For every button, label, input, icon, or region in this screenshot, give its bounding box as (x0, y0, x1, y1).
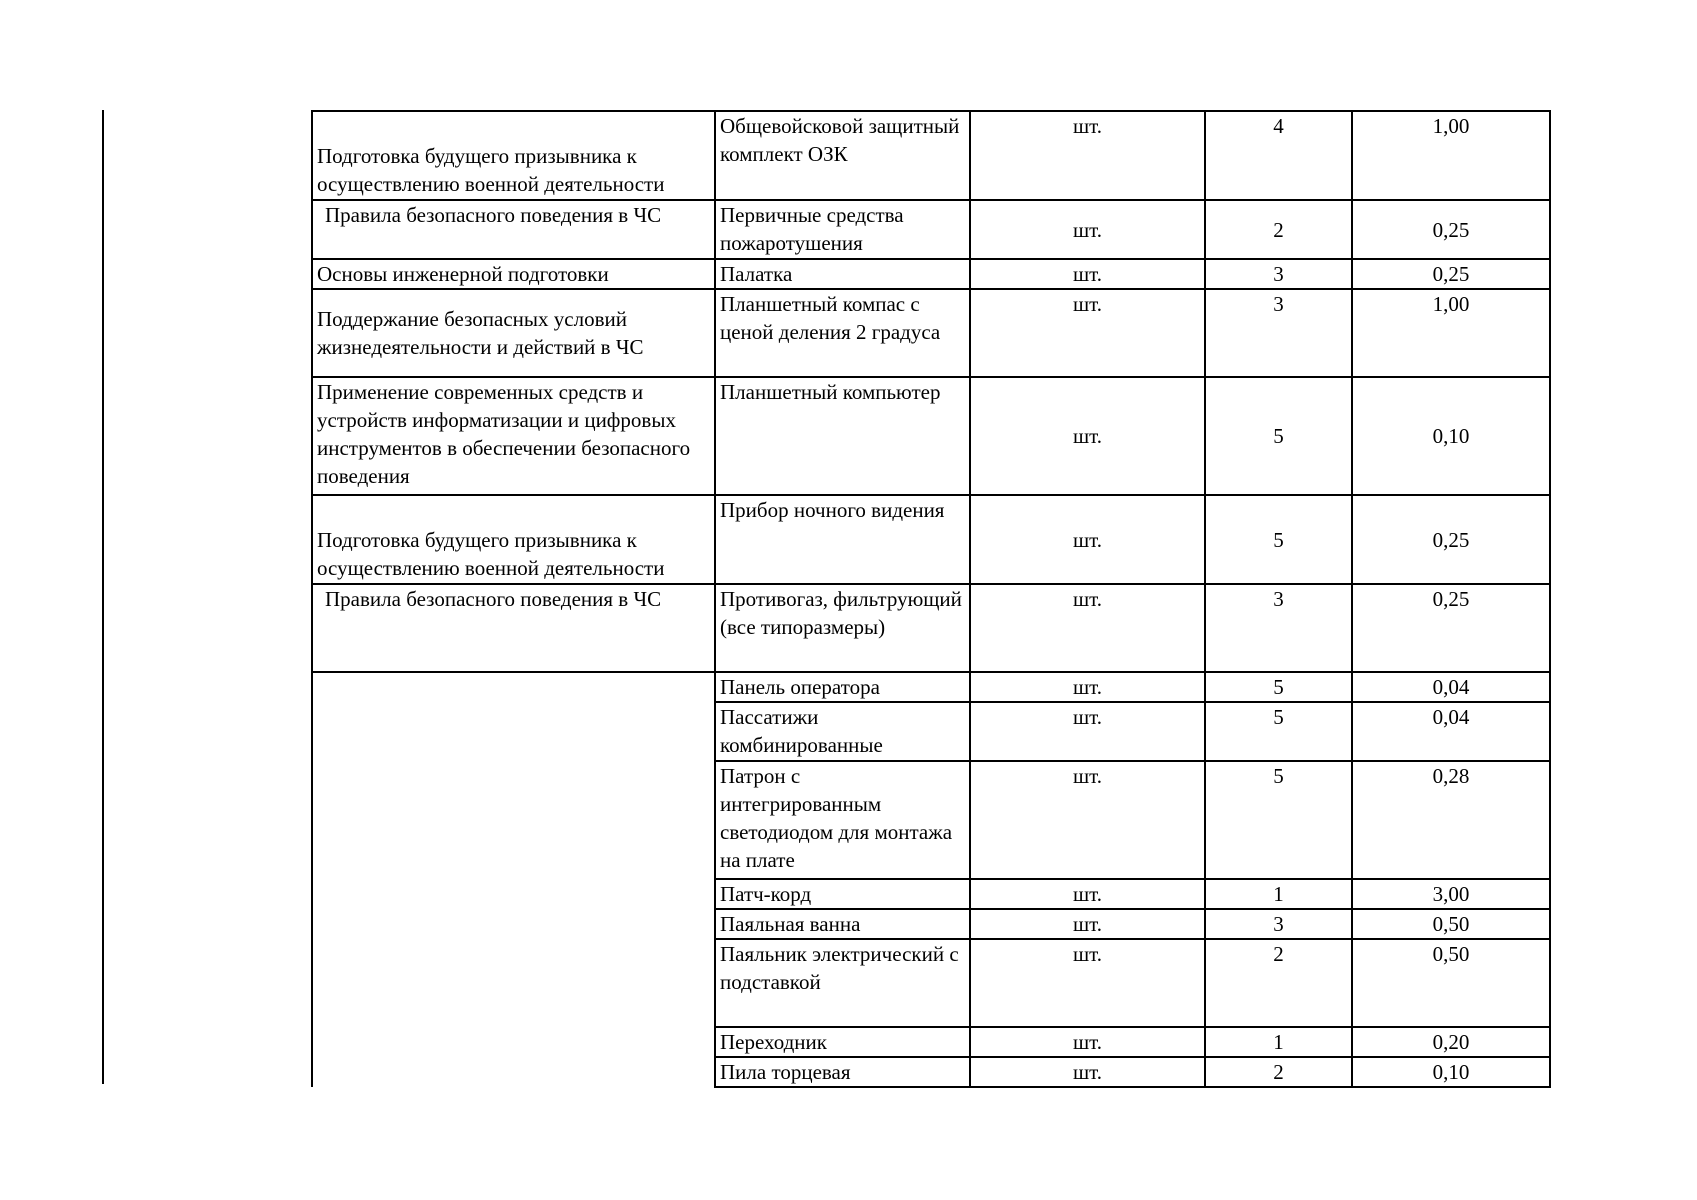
quantity-cell: 3 (1205, 289, 1352, 377)
unit-cell: шт. (970, 200, 1205, 259)
unit-cell: шт. (970, 761, 1205, 879)
section-cell (312, 584, 715, 672)
item-name-cell: Пила торцевая (715, 1057, 970, 1087)
value-cell: 0,50 (1352, 939, 1550, 1027)
section-cell: Применение современных средств и устройств информатизации и цифровых инструментов в обеспечении безопасного поведения (312, 377, 715, 495)
quantity-cell: 3 (1205, 259, 1352, 289)
quantity-cell: 2 (1205, 1057, 1352, 1087)
table-row (312, 111, 1550, 200)
item-name-cell: Патрон с интегрированным светодиодом для монтажа на плате (715, 761, 970, 879)
quantity-cell: 2 (1205, 200, 1352, 259)
value-cell: 0,04 (1352, 702, 1550, 761)
item-name-cell: Общевойсковой защитный комплект ОЗК (715, 111, 970, 200)
quantity-cell: 5 (1205, 495, 1352, 584)
unit-cell: шт. (970, 939, 1205, 1027)
quantity-cell: 5 (1205, 761, 1352, 879)
value-cell: 0,50 (1352, 909, 1550, 939)
section-cell: Основы инженерной подготовки (312, 259, 715, 289)
unit-cell: шт. (970, 1027, 1205, 1057)
item-name-cell: Первичные средства пожаротушения (715, 200, 970, 259)
quantity-cell: 1 (1205, 879, 1352, 909)
table-row (312, 377, 1550, 495)
quantity-cell: 3 (1205, 909, 1352, 939)
unit-cell: шт. (970, 879, 1205, 909)
item-name-cell: Прибор ночного видения (715, 495, 970, 584)
section-text: Правила безопасного поведения в ЧС (325, 203, 662, 227)
item-name-cell: Переходник (715, 1027, 970, 1057)
table-row (312, 584, 1550, 672)
item-name-cell: Патч-корд (715, 879, 970, 909)
table-row (312, 289, 1550, 377)
value-cell: 1,00 (1352, 289, 1550, 377)
value-cell: 0,25 (1352, 495, 1550, 584)
quantity-cell: 1 (1205, 1027, 1352, 1057)
item-name-cell: Паяльник электрический с подставкой (715, 939, 970, 1027)
page-margin-line (102, 110, 104, 1084)
unit-cell: шт. (970, 909, 1205, 939)
unit-cell: шт. (970, 1057, 1205, 1087)
value-cell: 0,25 (1352, 584, 1550, 672)
unit-cell: шт. (970, 377, 1205, 495)
quantity-cell: 3 (1205, 584, 1352, 672)
value-cell: 0,20 (1352, 1027, 1550, 1057)
section-cell: Поддержание безопасных условий жизнедеятельности и действий в ЧС (312, 289, 715, 377)
section-text: Правила безопасного поведения в ЧС (325, 587, 662, 611)
item-name-cell: Планшетный компас с ценой деления 2 градуса (715, 289, 970, 377)
value-cell: 0,25 (1352, 200, 1550, 259)
equipment-table (311, 110, 1551, 1088)
item-name-cell: Паяльная ванна (715, 909, 970, 939)
quantity-cell: 5 (1205, 672, 1352, 702)
item-name-cell: Противогаз, фильтрующий (все типоразмеры) (715, 584, 970, 672)
section-cell (312, 200, 715, 259)
table-row (312, 200, 1550, 259)
item-name-cell: Пассатижи комбинированные (715, 702, 970, 761)
quantity-cell: 4 (1205, 111, 1352, 200)
value-cell: 1,00 (1352, 111, 1550, 200)
table-row (312, 672, 1550, 702)
section-cell: Подготовка будущего призывника к осуществлению военной деятельности (312, 495, 715, 584)
unit-cell: шт. (970, 702, 1205, 761)
unit-cell: шт. (970, 495, 1205, 584)
section-cell: Подготовка будущего призывника к осуществлению военной деятельности (312, 111, 715, 200)
table-row (312, 495, 1550, 584)
value-cell: 0,28 (1352, 761, 1550, 879)
item-name-cell: Планшетный компьютер (715, 377, 970, 495)
unit-cell: шт. (970, 289, 1205, 377)
item-name-cell: Палатка (715, 259, 970, 289)
value-cell: 0,25 (1352, 259, 1550, 289)
unit-cell: шт. (970, 259, 1205, 289)
quantity-cell: 5 (1205, 377, 1352, 495)
value-cell: 3,00 (1352, 879, 1550, 909)
table-row (312, 259, 1550, 289)
item-name-cell: Панель оператора (715, 672, 970, 702)
value-cell: 0,10 (1352, 377, 1550, 495)
quantity-cell: 5 (1205, 702, 1352, 761)
value-cell: 0,04 (1352, 672, 1550, 702)
unit-cell: шт. (970, 111, 1205, 200)
value-cell: 0,10 (1352, 1057, 1550, 1087)
quantity-cell: 2 (1205, 939, 1352, 1027)
unit-cell: шт. (970, 672, 1205, 702)
unit-cell: шт. (970, 584, 1205, 672)
empty-section-cell (312, 672, 715, 1087)
